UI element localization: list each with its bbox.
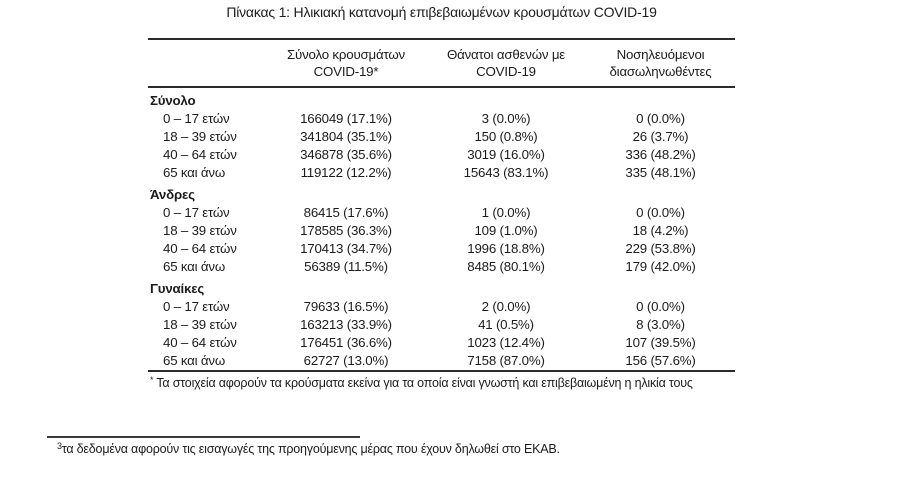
page-footnote-marker: 3 [57,441,62,451]
table-header-row [148,39,735,87]
deaths-value: 1 (0.0%) [481,205,531,220]
header-deaths-line2: COVID-19 [476,64,536,79]
deaths-value: 3 (0.0%) [481,111,531,126]
section-label: Άνδρες [150,187,195,202]
intubated-value: 0 (0.0%) [636,205,685,220]
deaths-value: 7158 (87.0%) [467,353,545,368]
table-row [148,204,735,222]
cases-value: 166049 (17.1%) [300,111,392,126]
header-deaths [426,39,586,87]
table-row [148,316,735,334]
deaths-value: 15643 (83.1%) [463,165,549,180]
table-row [148,146,735,164]
header-total-cases [266,39,426,87]
header-total-cases-line2: COVID-19* [313,64,379,79]
cases-value: 56389 (11.5%) [304,259,388,274]
intubated-value: 179 (42.0%) [625,259,696,274]
table-row [148,258,735,276]
cases-value: 341804 (35.1%) [300,129,392,144]
cases-value: 79633 (16.5%) [303,299,389,314]
table-row [148,240,735,258]
table-footnote-text: Τα στοιχεία αφορούν τα κρούσματα εκείνα για τα οποία είναι γνωστή και επιβεβαιωμένη η ηλικία τους [156,376,693,390]
deaths-value: 1996 (18.8%) [467,241,545,256]
age-label: 65 και άνω [163,353,226,368]
age-label: 40 – 64 ετών [163,241,237,256]
footnote-separator-rule [47,436,360,438]
cases-value: 62727 (13.0%) [303,353,389,368]
page-footnote-text: τα δεδομένα αφορούν τις εισαγωγές της προηγούμενης μέρας που έχουν δηλωθεί στο ΕΚΑΒ. [61,442,560,456]
section-label: Γυναίκες [150,281,205,296]
header-intubated-line2: διασωληνωθέντες [609,64,712,79]
table-row [148,110,735,128]
deaths-value: 8485 (80.1%) [467,259,545,274]
cases-value: 163213 (33.9%) [300,317,392,332]
table-row [148,128,735,146]
deaths-value: 2 (0.0%) [481,299,531,314]
page-title: Πίνακας 1: Ηλικιακή κατανομή επιβεβαιωμένων κρουσμάτων COVID-19 [226,4,657,20]
intubated-value: 8 (3.0%) [636,317,685,332]
intubated-value: 229 (53.8%) [625,241,696,256]
footnote-marker: * [150,375,154,385]
cases-value: 178585 (36.3%) [300,223,392,238]
intubated-value: 0 (0.0%) [636,111,685,126]
table-footnote [150,375,750,391]
table-row [148,222,735,240]
page-footnote-text-wrap [47,441,560,457]
age-label: 0 – 17 ετών [163,299,230,314]
page-footnote [47,436,560,457]
intubated-value: 107 (39.5%) [625,335,696,350]
intubated-value: 18 (4.2%) [632,223,689,238]
cases-value: 170413 (34.7%) [300,241,392,256]
deaths-value: 3019 (16.0%) [467,147,545,162]
covid-age-distribution-table [148,38,735,372]
age-label: 18 – 39 ετών [163,317,237,332]
intubated-value: 156 (57.6%) [625,353,696,368]
age-label: 18 – 39 ετών [163,223,237,238]
age-label: 65 και άνω [163,259,226,274]
cases-value: 119122 (12.2%) [300,165,392,180]
section-label: Σύνολο [150,93,196,108]
table-row [148,298,735,316]
table-row [148,164,735,182]
section-header-total [148,87,735,110]
intubated-value: 336 (48.2%) [625,147,696,162]
header-intubated-line1: Νοσηλευόμενοι [616,47,705,62]
age-label: 18 – 39 ετών [163,129,237,144]
age-label: 0 – 17 ετών [163,111,230,126]
cases-value: 86415 (17.6%) [303,205,389,220]
table-row [148,334,735,352]
header-total-cases-line1: Σύνολο κρουσμάτων [287,47,405,62]
intubated-value: 0 (0.0%) [636,299,685,314]
age-label: 0 – 17 ετών [163,205,230,220]
deaths-value: 1023 (12.4%) [467,335,545,350]
deaths-value: 41 (0.5%) [478,317,534,332]
deaths-value: 109 (1.0%) [474,223,538,238]
section-header-men [148,182,735,204]
deaths-value: 150 (0.8%) [474,129,538,144]
intubated-value: 335 (48.1%) [625,165,696,180]
header-empty-cell [148,39,266,87]
header-deaths-line1: Θάνατοι ασθενών με [446,47,566,62]
header-intubated [586,39,735,87]
cases-value: 346878 (35.6%) [300,147,392,162]
section-header-women [148,276,735,298]
cases-value: 176451 (36.6%) [300,335,392,350]
table-row [148,352,735,371]
age-label: 40 – 64 ετών [163,335,237,350]
age-label: 65 και άνω [163,165,226,180]
age-label: 40 – 64 ετών [163,147,237,162]
intubated-value: 26 (3.7%) [632,129,689,144]
